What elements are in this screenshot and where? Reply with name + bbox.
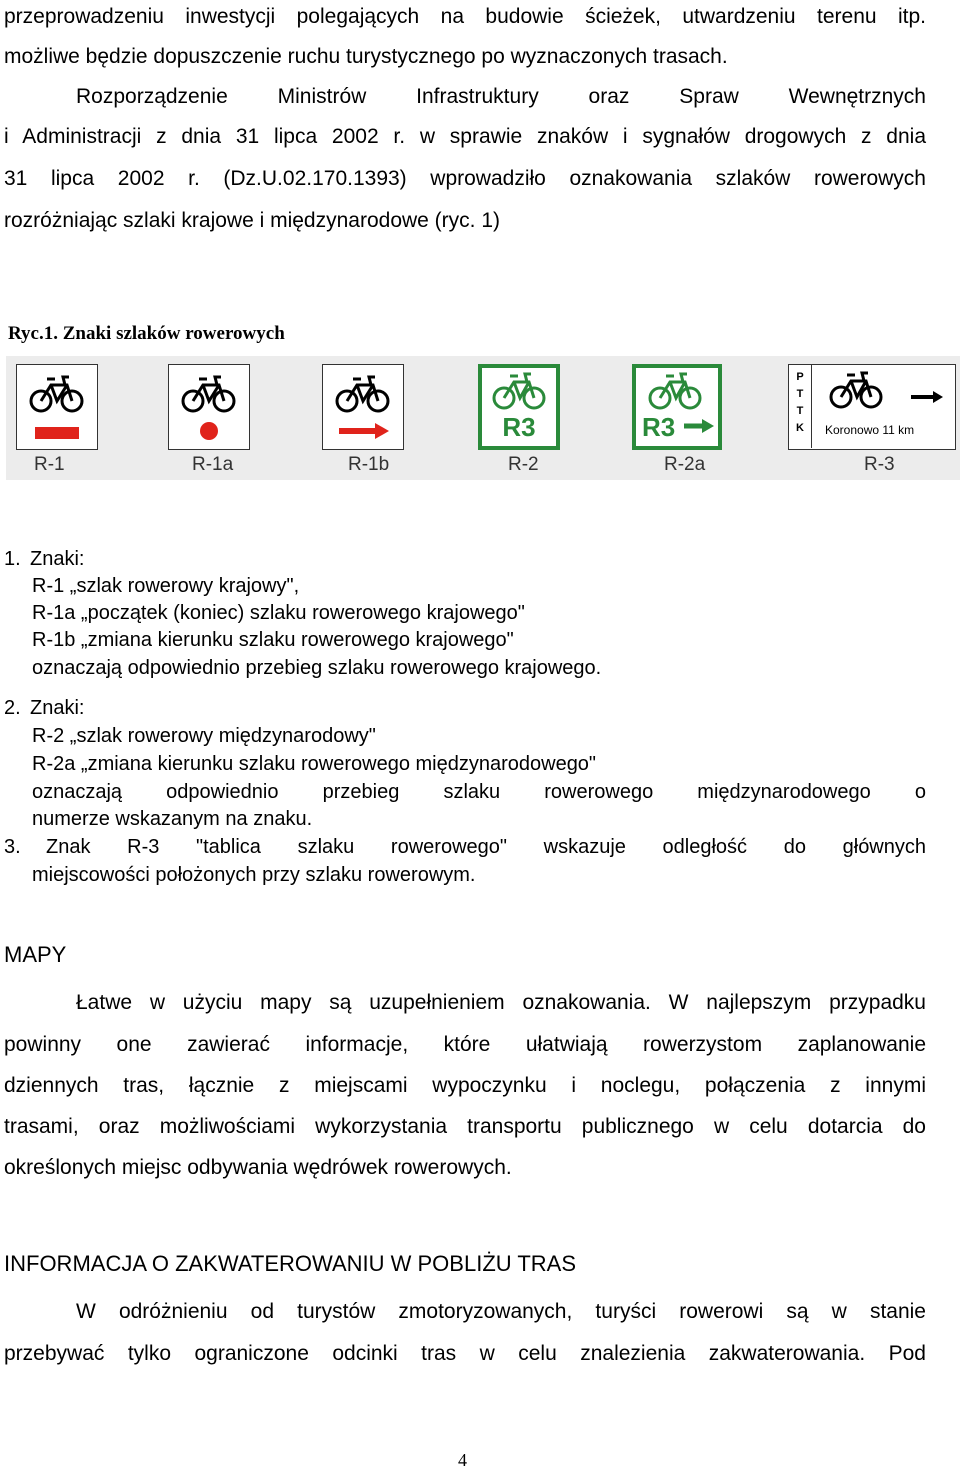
bike-signs-figure: [6, 356, 960, 480]
sign-code-r1b: R-1b: [348, 454, 390, 475]
section-2-line-5: numerze wskazanym na znaku.: [32, 808, 313, 830]
section-1-number: 1.: [4, 548, 21, 570]
section-1-line-3: R-1a „początek (koniec) szlaku rowerowego krajowego": [32, 602, 525, 624]
section-heading-mapy: MAPY: [4, 942, 67, 967]
info-line-1: W odróżnieniu od turystów zmotoryzowanych, turyści rowerowi są w stanie: [76, 1300, 926, 1323]
intro-line-3: Rozporządzenie Ministrów Infrastruktury oraz Spraw Wewnętrznych: [76, 85, 926, 108]
info-line-2: przebywać tylko ograniczone odcinki tras w celu znalezienia zakwaterowania. Pod: [4, 1342, 926, 1365]
section-2-line-4: oznaczają odpowiednio przebieg szlaku rowerowego międzynarodowego o: [32, 781, 926, 803]
sign-r2a: [632, 364, 722, 450]
page-number: 4: [458, 1450, 467, 1470]
sign-code-r1a: R-1a: [192, 454, 234, 475]
sign-r2-number: R3: [502, 412, 536, 442]
mapy-line-2: powinny one zawierać informacje, które ułatwiają rowerzystom zaplanowanie: [4, 1033, 926, 1056]
pttk-label: PTTK: [789, 365, 812, 448]
section-1-line-1: Znaki:: [30, 548, 85, 570]
intro-line-6: rozróżniając szlaki krajowe i międzynarodowe (ryc. 1): [4, 209, 501, 232]
bicycle-icon: [823, 369, 951, 419]
section-heading-info: INFORMACJA O ZAKWATEROWANIU W POBLIŻU TRAS: [4, 1251, 577, 1276]
sign-r3-destination: Koronowo 11 km: [825, 423, 915, 437]
sign-code-r2: R-2: [508, 454, 539, 475]
section-2-number: 2.: [4, 697, 21, 719]
red-dot-mark: [200, 422, 218, 440]
sign-r2a-number: R3: [642, 412, 676, 442]
sign-r1b: [322, 364, 404, 450]
sign-code-r1: R-1: [34, 454, 65, 475]
intro-line-5: 31 lipca 2002 r. (Dz.U.02.170.1393) wprowadziło oznakowania szlaków rowerowych: [4, 167, 926, 190]
bicycle-icon: [17, 365, 96, 448]
section-3-line-2: miejscowości położonych przy szlaku rowerowym.: [32, 864, 476, 886]
section-1-line-4: R-1b „zmiana kierunku szlaku rowerowego krajowego": [32, 629, 514, 651]
sign-code-r3: R-3: [864, 454, 895, 475]
section-2-line-3: R-2a „zmiana kierunku szlaku rowerowego międzynarodowego": [32, 753, 597, 775]
section-3-line-1: Znak R-3 "tablica szlaku rowerowego" wskazuje odległość do głównych: [46, 836, 926, 858]
sign-r3: [788, 364, 956, 450]
section-2-line-1: Znaki:: [30, 697, 85, 719]
mapy-line-1: Łatwe w użyciu mapy są uzupełnieniem oznakowania. W najlepszym przypadku: [76, 991, 926, 1014]
section-1-line-5: oznaczają odpowiednio przebieg szlaku rowerowego krajowego.: [32, 657, 602, 679]
bicycle-icon: [323, 365, 402, 448]
red-bar-mark: [35, 427, 79, 439]
bicycle-icon: [169, 365, 248, 448]
intro-line-2: możliwe będzie dopuszczenie ruchu turystycznego po wyznaczonych trasach.: [4, 45, 728, 68]
intro-line-1: przeprowadzeniu inwestycji polegających na budowie ścieżek, utwardzeniu terenu itp.: [4, 5, 926, 28]
section-3-number: 3.: [4, 836, 21, 858]
section-2-line-2: R-2 „szlak rowerowy międzynarodowy": [32, 725, 376, 747]
sign-r1: [16, 364, 98, 450]
section-1-line-2: R-1 „szlak rowerowy krajowy",: [32, 575, 300, 597]
mapy-line-5: określonych miejsc odbywania wędrówek rowerowych.: [4, 1156, 512, 1179]
sign-r1a: [168, 364, 250, 450]
mapy-line-4: trasami, oraz możliwościami wykorzystania transportu publicznego w celu dotarcia do: [4, 1115, 926, 1138]
figure-caption: Ryc.1. Znaki szlaków rowerowych: [8, 323, 285, 344]
sign-r2: [478, 364, 560, 450]
sign-code-r2a: R-2a: [664, 454, 706, 475]
intro-line-4: i Administracji z dnia 31 lipca 2002 r. w sprawie znaków i sygnałów drogowych z dnia: [4, 125, 926, 148]
mapy-line-3: dziennych tras, łącznie z miejscami wypoczynku i noclegu, połączenia z innymi: [4, 1074, 926, 1097]
